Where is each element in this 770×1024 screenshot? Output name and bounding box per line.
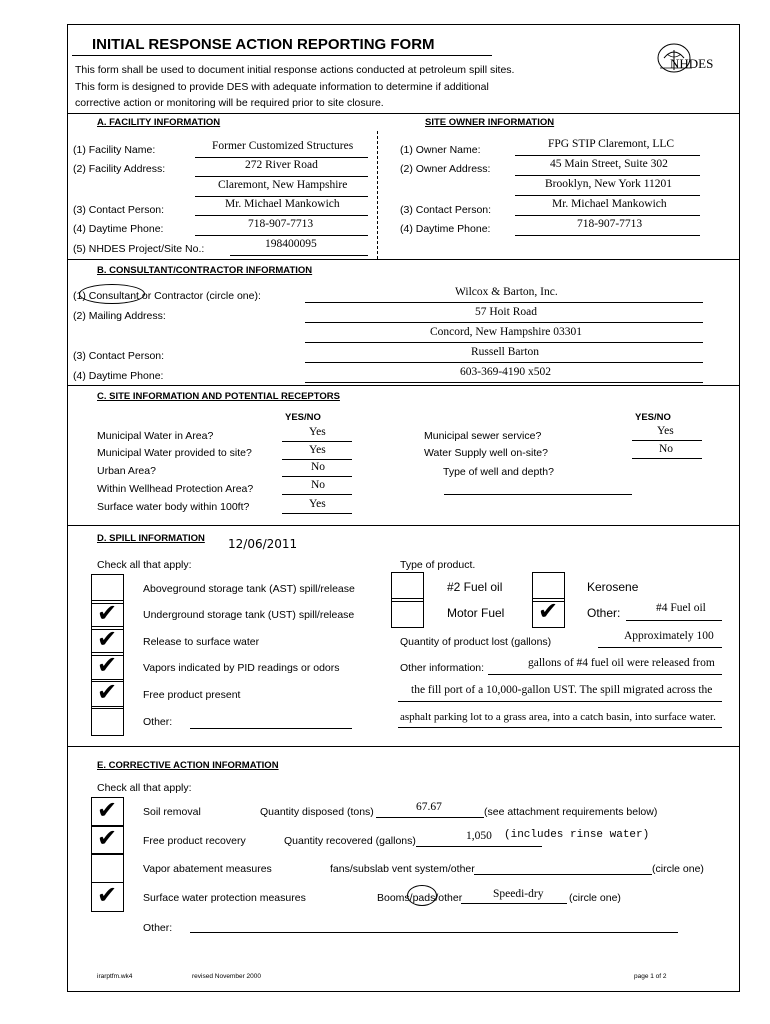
water-supply-well-label: Water Supply well on-site? [424, 447, 548, 459]
consultant-company-value[interactable]: Wilcox & Barton, Inc. [455, 286, 558, 298]
urban-area-answer[interactable]: No [311, 461, 326, 473]
owner-contact-label: (3) Contact Person: [400, 204, 492, 216]
facility-name-label: (1) Facility Name: [73, 144, 156, 156]
quantity-lost-label: Quantity of product lost (gallons) [400, 636, 552, 648]
owner-name-label: (1) Owner Name: [400, 144, 481, 156]
consultant-circle[interactable] [79, 284, 145, 304]
surface-water-body-label: Surface water body within 100ft? [97, 501, 250, 513]
wellhead-protection-label: Within Wellhead Protection Area? [97, 483, 254, 495]
facility-address-line2 [195, 196, 368, 197]
consultant-contractor-label: (1) Consultant or Contractor (circle one): [73, 290, 261, 302]
owner-phone-label: (4) Daytime Phone: [400, 223, 491, 235]
product-other-line [626, 620, 722, 621]
kerosene-label: Kerosene [587, 580, 639, 594]
spill-other-line[interactable] [190, 728, 352, 729]
booms-pads-other-label: Booms/pads/other [377, 892, 463, 904]
project-no-value[interactable]: 198400095 [265, 238, 317, 250]
mailing-address-line1 [305, 322, 703, 323]
facility-address-line1-value[interactable]: 272 River Road [245, 159, 318, 171]
other-info-label: Other information: [400, 662, 485, 674]
vapor-options-label: fans/subslab vent system/other [330, 863, 475, 875]
product-other-label: Other: [587, 606, 621, 620]
quantity-disposed-value[interactable]: 67.67 [416, 801, 442, 813]
corrective-other-line[interactable] [190, 932, 678, 933]
corrective-check-all-label: Check all that apply: [97, 782, 192, 794]
vapor-options-line[interactable] [474, 874, 652, 875]
spill-other-checkbox[interactable] [91, 706, 124, 736]
quantity-disposed-line [376, 817, 484, 818]
section-a-vdivider [377, 131, 378, 259]
product-type-label: Type of product. [400, 559, 476, 571]
vapors-label: Vapors indicated by PID readings or odors [143, 662, 340, 674]
owner-phone-value[interactable]: 718-907-7713 [577, 218, 643, 230]
owner-contact-line [515, 215, 700, 216]
facility-name-value[interactable]: Former Customized Structures [212, 140, 354, 152]
booms-other-line [461, 903, 567, 904]
municipal-water-provided-line [282, 459, 352, 460]
facility-address-label: (2) Facility Address: [73, 163, 166, 175]
quantity-disposed-label: Quantity disposed (tons) [260, 806, 374, 818]
project-no-line [230, 255, 368, 256]
company-line [305, 302, 703, 303]
site-owner-heading: SITE OWNER INFORMATION [425, 117, 555, 128]
yesno-header-left: YES/NO [285, 412, 321, 423]
free-product-present-check-icon: ✔ [97, 678, 118, 706]
well-type-label: Type of well and depth? [443, 466, 554, 478]
municipal-water-provided-label: Municipal Water provided to site? [97, 447, 252, 459]
owner-contact-value[interactable]: Mr. Michael Mankowich [552, 198, 667, 210]
ast-label: Aboveground storage tank (AST) spill/release [143, 583, 355, 595]
project-no-label: (5) NHDES Project/Site No.: [73, 243, 205, 255]
daytime-phone-value[interactable]: 718-907-7713 [248, 218, 314, 230]
municipal-water-label: Municipal Water in Area? [97, 430, 214, 442]
title-underline [72, 55, 492, 56]
facility-name-line [195, 157, 368, 158]
daytime-phone-label: (4) Daytime Phone: [73, 223, 164, 235]
form-title: INITIAL RESPONSE ACTION REPORTING FORM [92, 36, 435, 53]
section-c-heading: C. SITE INFORMATION AND POTENTIAL RECEPTORS [97, 391, 340, 402]
mailing-address-line1-value[interactable]: 57 Hoit Road [475, 306, 537, 318]
sewer-service-label: Municipal sewer service? [424, 430, 542, 442]
surface-water-release-label: Release to surface water [143, 636, 260, 648]
consultant-phone-line [305, 382, 703, 383]
consultant-contact-value[interactable]: Russell Barton [471, 346, 540, 358]
wellhead-protection-line [282, 494, 352, 495]
consultant-contact-label: (3) Contact Person: [73, 350, 165, 362]
quantity-recovered-value[interactable]: 1,050 [466, 830, 492, 842]
well-type-line[interactable] [444, 494, 632, 495]
soil-removal-label: Soil removal [143, 806, 201, 818]
vapors-check-icon: ✔ [97, 651, 118, 679]
ust-check-icon: ✔ [97, 599, 118, 627]
contact-person-label: (3) Contact Person: [73, 204, 165, 216]
other-info-line2 [398, 701, 722, 702]
product-other-check-icon: ✔ [538, 597, 559, 625]
section-c-divider [67, 385, 740, 386]
section-e-divider [67, 746, 740, 747]
other-info-line1 [488, 674, 722, 675]
municipal-water-answer[interactable]: Yes [309, 426, 326, 438]
vapor-circle-one: (circle one) [652, 863, 704, 875]
booms-other-value[interactable]: Speedi-dry [493, 888, 544, 900]
quantity-lost-value[interactable]: Approximately 100 [624, 630, 714, 642]
surface-water-release-check-icon: ✔ [97, 625, 118, 653]
municipal-water-line [282, 441, 352, 442]
owner-address-line1 [515, 175, 700, 176]
corrective-other-label: Other: [143, 922, 173, 934]
owner-phone-line [515, 235, 700, 236]
water-supply-well-answer[interactable]: No [659, 443, 674, 455]
consultant-phone-value[interactable]: 603-369-4190 x502 [460, 366, 552, 378]
sewer-service-answer[interactable]: Yes [657, 425, 674, 437]
consultant-phone-label: (4) Daytime Phone: [73, 370, 164, 382]
urban-area-label: Urban Area? [97, 465, 156, 477]
surface-water-protection-label: Surface water protection measures [143, 892, 306, 904]
attachment-note: (see attachment requirements below) [484, 806, 658, 818]
motor-fuel-label: Motor Fuel [447, 606, 505, 620]
section-d-heading: D. SPILL INFORMATION [97, 533, 205, 544]
intro-line-1: This form shall be used to document initial response actions conducted at petroleum spill sites. [75, 64, 515, 76]
vapor-abatement-checkbox[interactable] [91, 853, 124, 883]
contact-person-line [195, 215, 368, 216]
free-product-recovery-label: Free product recovery [143, 835, 246, 847]
facility-address-line2-value[interactable]: Claremont, New Hampshire [218, 179, 348, 191]
logo-text: NHDES [670, 56, 714, 71]
owner-address-line1-value[interactable]: 45 Main Street, Suite 302 [550, 158, 668, 170]
ust-label: Underground storage tank (UST) spill/release [143, 609, 355, 621]
surface-water-body-answer[interactable]: Yes [309, 498, 326, 510]
section-a-divider [67, 113, 740, 114]
vapor-abatement-label: Vapor abatement measures [143, 863, 272, 875]
surface-water-protection-check-icon: ✔ [97, 881, 118, 909]
municipal-water-provided-answer[interactable]: Yes [309, 444, 326, 456]
section-d-divider [67, 525, 740, 526]
other-info-line1-value[interactable]: gallons of #4 fuel oil were released from [528, 657, 715, 669]
owner-name-value[interactable]: FPG STIP Claremont, LLC [548, 138, 675, 150]
mailing-address-line2-value[interactable]: Concord, New Hampshire 03301 [430, 326, 583, 338]
rinse-water-note[interactable]: (includes rinse water) [504, 829, 650, 841]
spill-date[interactable]: 12/06/2011 [228, 537, 298, 551]
footer-file-name: irarptfm.wk4 [97, 973, 133, 980]
free-product-present-label: Free product present [143, 689, 241, 701]
surface-water-body-line [282, 513, 352, 514]
free-product-recovery-check-icon: ✔ [97, 824, 118, 852]
spill-other-label: Other: [143, 716, 173, 728]
contact-person-value[interactable]: Mr. Michael Mankowich [225, 198, 340, 210]
owner-address-line2-value[interactable]: Brooklyn, New York 11201 [545, 178, 673, 190]
sewer-service-line [632, 440, 702, 441]
quantity-recovered-label: Quantity recovered (gallons) [284, 835, 416, 847]
nhdes-logo [652, 40, 732, 80]
other-info-line3 [398, 727, 722, 728]
booms-circle-one: (circle one) [569, 892, 621, 904]
other-info-line3-value[interactable]: asphalt parking lot to a grass area, into a catch basin, into surface water. [400, 711, 716, 723]
mailing-address-label: (2) Mailing Address: [73, 310, 166, 322]
section-b-divider [67, 259, 740, 260]
owner-address-label: (2) Owner Address: [400, 163, 491, 175]
intro-line-3: corrective action or monitoring will be required prior to site closure. [75, 97, 384, 109]
motor-fuel-checkbox[interactable] [391, 598, 424, 628]
owner-address-line2 [515, 195, 700, 196]
product-other-value[interactable]: #4 Fuel oil [656, 602, 706, 614]
spill-check-all-label: Check all that apply: [97, 559, 192, 571]
section-b-heading: B. CONSULTANT/CONTRACTOR INFORMATION [97, 265, 313, 276]
footer-page-number: page 1 of 2 [634, 973, 667, 980]
urban-area-line [282, 476, 352, 477]
consultant-contact-line [305, 362, 703, 363]
daytime-phone-line [195, 235, 368, 236]
yesno-header-right: YES/NO [635, 412, 671, 423]
soil-removal-check-icon: ✔ [97, 796, 118, 824]
water-supply-well-line [632, 458, 702, 459]
owner-name-line [515, 155, 700, 156]
pads-circle[interactable] [407, 885, 437, 906]
intro-line-2: This form is designed to provide DES with adequate information to determine if additional [75, 81, 489, 93]
fuel-oil-2-label: #2 Fuel oil [447, 580, 503, 594]
mailing-address-line2 [305, 342, 703, 343]
footer-revised: revised November 2000 [192, 973, 262, 980]
other-info-line2-value[interactable]: the fill port of a 10,000-gallon UST. The spill migrated across the [411, 684, 713, 696]
wellhead-protection-answer[interactable]: No [311, 479, 326, 491]
facility-address-line1 [195, 176, 368, 177]
quantity-recovered-line [416, 846, 542, 847]
quantity-lost-line [598, 647, 722, 648]
section-a-heading: A. FACILITY INFORMATION [97, 117, 221, 128]
section-e-heading: E. CORRECTIVE ACTION INFORMATION [97, 760, 279, 771]
